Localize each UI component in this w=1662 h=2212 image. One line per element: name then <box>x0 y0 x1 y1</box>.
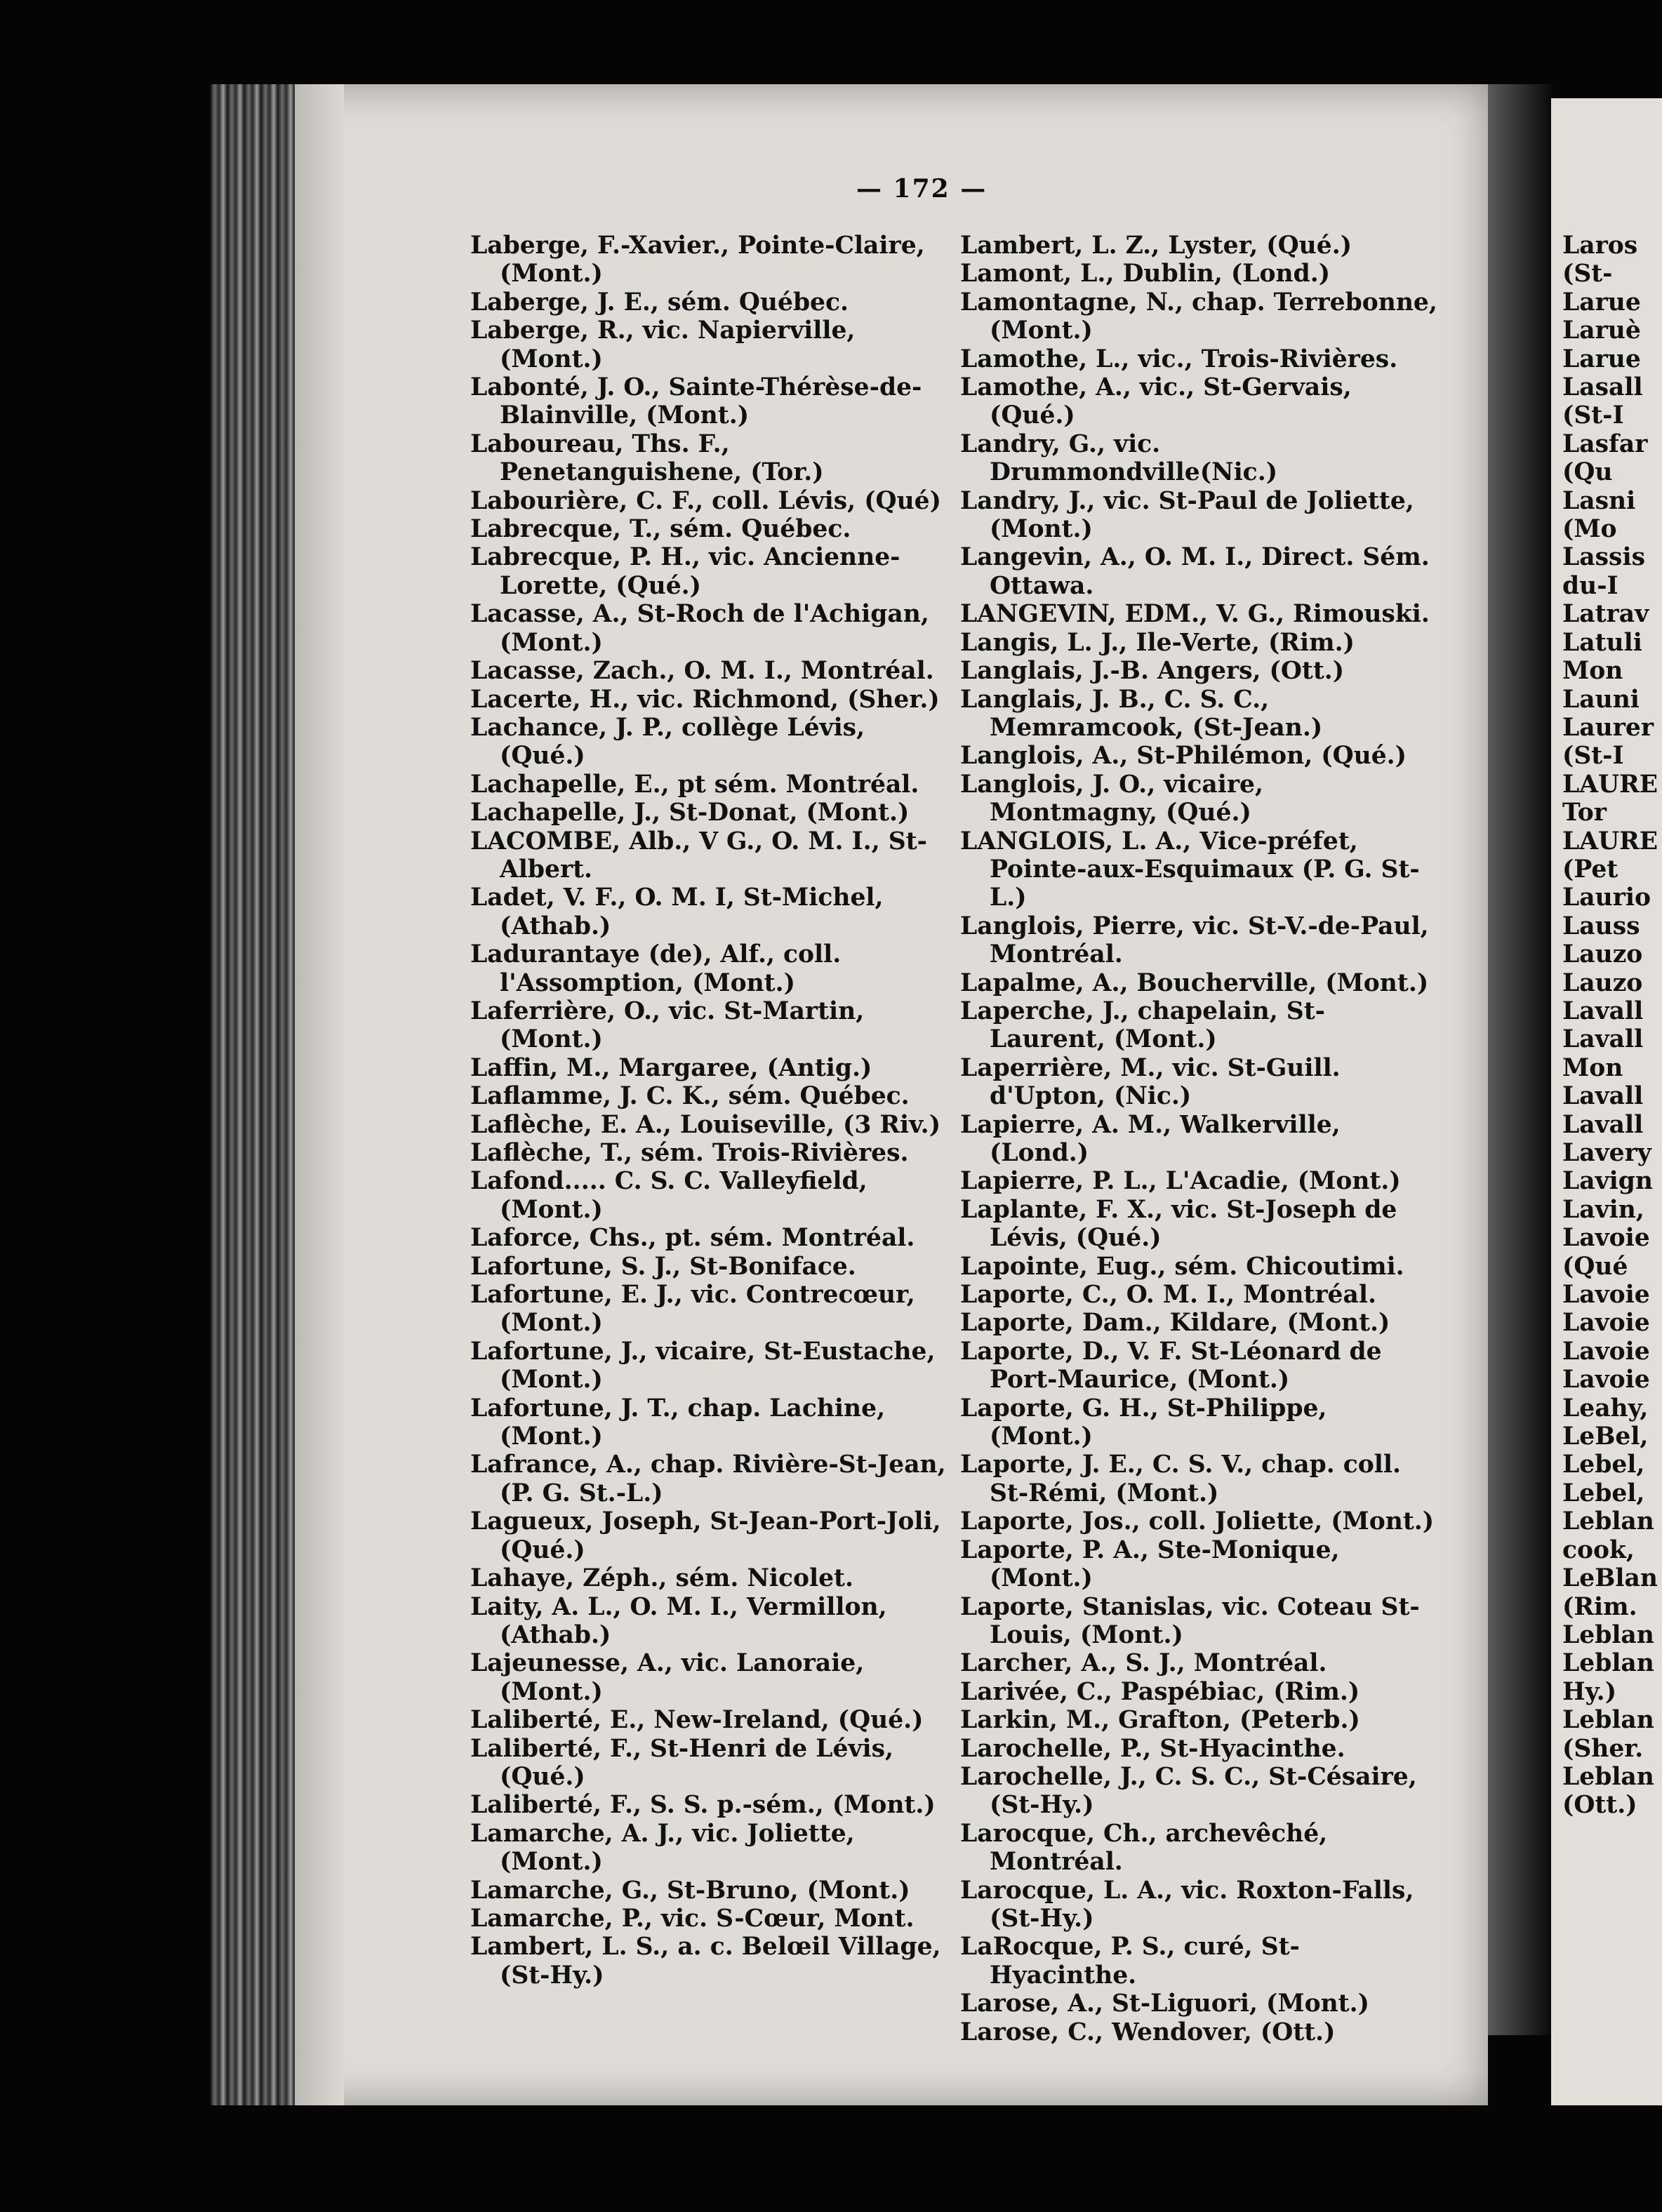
directory-entry: Laporte, J. E., C. S. V., chap. coll. St-Rémi, (Mont.) <box>960 1451 1402 1507</box>
directory-entry: Larose, A., St-Liguori, (Mont.) <box>960 1990 1369 2018</box>
directory-entry: Larochelle, J., C. S. C., St-Césaire, (St-Hy.) <box>960 1762 1417 1820</box>
directory-entry: Lacasse, A., St-Roch de l'Achigan, (Mont.) <box>470 600 929 657</box>
directory-entry: Labrecque, T., sém. Québec. <box>470 515 851 544</box>
next-page-fragment: Lasall <box>1562 373 1643 402</box>
directory-entry: Lajeunesse, A., vic. Lanoraie, (Mont.) <box>470 1649 865 1706</box>
next-page-fragment: Laurer <box>1562 713 1654 742</box>
directory-entry: Lamothe, A., vic., St-Gervais, (Qué.) <box>960 373 1352 430</box>
next-page-fragment: Lavall <box>1562 1110 1644 1139</box>
next-page-fragment: Lavoie <box>1562 1281 1650 1310</box>
next-page-fragment: Laros <box>1562 232 1638 260</box>
book-gutter <box>1488 84 1551 2035</box>
directory-entry: Larocque, Ch., archevêché, Montréal. <box>960 1819 1328 1877</box>
page-edges <box>211 84 295 2105</box>
next-page-fragment: LAURE <box>1562 827 1658 855</box>
next-page-fragment: Laruè <box>1562 317 1641 345</box>
directory-entry: Laberge, R., vic. Napierville, (Mont.) <box>470 317 856 373</box>
directory-entry: Laperrière, M., vic. St-Guill. d'Upton, (Nic.) <box>960 1053 1341 1111</box>
next-page-column <box>1562 232 1662 1820</box>
next-page-fragment: Latrav <box>1562 600 1649 629</box>
next-page-fragment: Lavoie <box>1562 1366 1650 1394</box>
directory-entry: Ladet, V. F., O. M. I, St-Michel, (Athab.) <box>470 884 884 940</box>
page-number: — 172 — <box>856 174 988 204</box>
directory-entry: Lapierre, P. L., L'Acadie, (Mont.) <box>960 1167 1401 1196</box>
directory-entry: Larocque, L. A., vic. Roxton-Falls, (St-Hy.) <box>960 1876 1414 1933</box>
next-page-fragment: Lauzo <box>1562 940 1643 969</box>
next-page-fragment: Mon <box>1562 1053 1623 1082</box>
directory-entry: Ladurantaye (de), Alf., coll. l'Assomption, (Mont.) <box>470 940 842 997</box>
directory-entry: Langlais, J. B., C. S. C., Memramcook, (St-Jean.) <box>960 685 1323 742</box>
next-page-fragment: (St-I <box>1562 401 1624 430</box>
next-page-fragment: Lavall <box>1562 1082 1644 1111</box>
directory-entry: Laity, A. L., O. M. I., Vermillon, (Athab.) <box>470 1592 887 1649</box>
directory-entry: Laboureau, Ths. F., Penetanguishene, (Tor.) <box>470 429 824 487</box>
directory-entry: Langlois, J. O., vicaire, Montmagny, (Qué.) <box>960 770 1263 827</box>
directory-entry: LaRocque, P. S., curé, St-Hyacinthe. <box>960 1933 1300 1990</box>
next-page-fragment: Lassis <box>1562 543 1645 572</box>
next-page-fragment: (Qué <box>1562 1252 1628 1281</box>
directory-entry: Lafortune, E. J., vic. Contrecœur, (Mont.) <box>470 1281 915 1338</box>
directory-entry: Laporte, Stanislas, vic. Coteau St-Louis, (Mont.) <box>960 1592 1420 1649</box>
right-column <box>960 232 1437 2046</box>
directory-entry: Lachapelle, J., St-Donat, (Mont.) <box>470 799 910 827</box>
next-page-fragment: Lavoie <box>1562 1309 1650 1338</box>
directory-entry: Larivée, C., Paspébiac, (Rim.) <box>960 1677 1360 1706</box>
next-page-fragment: Lavall <box>1562 997 1644 1025</box>
next-page-fragment: Leblan <box>1562 1649 1654 1678</box>
next-page-fragment: Lavall <box>1562 1025 1644 1054</box>
directory-entry: Landry, G., vic. Drummondville(Nic.) <box>960 429 1278 487</box>
directory-entry: Laflamme, J. C. K., sém. Québec. <box>470 1082 910 1111</box>
directory-entry: Langis, L. J., Ile-Verte, (Rim.) <box>960 628 1355 657</box>
directory-entry: Laberge, F.-Xavier., Pointe-Claire, (Mont.) <box>470 232 925 288</box>
directory-entry: Laporte, Jos., coll. Joliette, (Mont.) <box>960 1507 1435 1536</box>
next-page-fragment: Lavery <box>1562 1139 1651 1167</box>
next-page-edge <box>1551 98 1662 2105</box>
directory-entry: LANGEVIN, EDM., V. G., Rimouski. <box>960 600 1430 629</box>
directory-entry: Laferrière, O., vic. St-Martin, (Mont.) <box>470 997 865 1054</box>
next-page-fragment: Leblan <box>1562 1706 1654 1735</box>
directory-entry: Labrecque, P. H., vic. Ancienne-Lorette, (Qué.) <box>470 543 900 600</box>
directory-entry: Lamothe, L., vic., Trois-Rivières. <box>960 345 1398 373</box>
directory-entry: Lambert, L. S., a. c. Belœil Village, (St-Hy.) <box>470 1933 941 1990</box>
next-page-fragment: Lavoie <box>1562 1224 1650 1253</box>
next-page-fragment: (St- <box>1562 260 1613 288</box>
directory-entry: Lamontagne, N., chap. Terrebonne, (Mont.) <box>960 288 1437 345</box>
directory-entry: Laplante, F. X., vic. St-Joseph de Lévis, (Qué.) <box>960 1195 1397 1253</box>
directory-entry: Laforce, Chs., pt. sém. Montréal. <box>470 1224 915 1253</box>
next-page-fragment: Leahy, <box>1562 1394 1649 1423</box>
next-page-fragment: (Rim. <box>1562 1592 1637 1621</box>
directory-entry: Lahaye, Zéph., sém. Nicolet. <box>470 1564 854 1593</box>
directory-entry: LANGLOIS, L. A., Vice-préfet, Pointe-aux-Esquimaux (P. G. St-L.) <box>960 827 1420 912</box>
directory-entry: Laporte, Dam., Kildare, (Mont.) <box>960 1309 1390 1338</box>
directory-entry: LACOMBE, Alb., V G., O. M. I., St-Albert. <box>470 827 927 884</box>
directory-entry: Laporte, C., O. M. I., Montréal. <box>960 1281 1376 1310</box>
directory-entry: Langlois, Pierre, vic. St-V.-de-Paul, Montréal. <box>960 912 1429 969</box>
directory-entry: Langlois, A., St-Philémon, (Qué.) <box>960 742 1407 771</box>
directory-entry: Lambert, L. Z., Lyster, (Qué.) <box>960 232 1352 260</box>
directory-entry: Lapointe, Eug., sém. Chicoutimi. <box>960 1252 1404 1281</box>
directory-entry: Landry, J., vic. St-Paul de Joliette, (Mont.) <box>960 486 1414 544</box>
next-page-fragment: Lebel, <box>1562 1479 1645 1507</box>
directory-entry: Larkin, M., Grafton, (Peterb.) <box>960 1706 1360 1735</box>
directory-entry: Laporte, G. H., St-Philippe, (Mont.) <box>960 1394 1327 1451</box>
directory-entry: Lafrance, A., chap. Rivière-St-Jean, (P. G. St.-L.) <box>470 1451 946 1507</box>
directory-entry: Lamarche, G., St-Bruno, (Mont.) <box>470 1876 910 1905</box>
next-page-fragment: (Pet <box>1562 855 1618 884</box>
next-page-fragment: du-I <box>1562 571 1618 600</box>
next-page-fragment: Lauss <box>1562 912 1640 940</box>
next-page-fragment: (Qu <box>1562 458 1613 487</box>
next-page-fragment: Lavin, <box>1562 1195 1644 1224</box>
next-page-fragment: Launi <box>1562 685 1640 714</box>
directory-entry: Lamarche, P., vic. S-Cœur, Mont. <box>470 1904 915 1933</box>
directory-entry: Laffin, M., Margaree, (Antig.) <box>470 1053 872 1082</box>
directory-entry: Lapalme, A., Boucherville, (Mont.) <box>960 968 1429 997</box>
directory-entry: Langlais, J.-B. Angers, (Ott.) <box>960 657 1345 686</box>
book-spine <box>295 84 344 2105</box>
next-page-fragment: Laurio <box>1562 884 1651 912</box>
directory-entry: Laperche, J., chapelain, St-Laurent, (Mont.) <box>960 997 1325 1054</box>
next-page-fragment: Lavign <box>1562 1167 1653 1196</box>
directory-entry: Laliberté, E., New-Ireland, (Qué.) <box>470 1706 924 1735</box>
directory-entry: Lafond..... C. S. C. Valleyfield, (Mont.) <box>470 1167 867 1224</box>
next-page-fragment: Lasni <box>1562 486 1636 515</box>
directory-entry: Lagueux, Joseph, St-Jean-Port-Joli, (Qué.) <box>470 1507 941 1564</box>
next-page-fragment: Leblan <box>1562 1507 1654 1536</box>
next-page-fragment: LAURE <box>1562 770 1658 799</box>
directory-entry: Larcher, A., S. J., Montréal. <box>960 1649 1327 1678</box>
directory-entry: Lachapelle, E., pt sém. Montréal. <box>470 770 919 799</box>
directory-entry: Lamont, L., Dublin, (Lond.) <box>960 260 1331 288</box>
next-page-fragment: (Mo <box>1562 515 1617 544</box>
next-page-fragment: cook, <box>1562 1535 1635 1564</box>
directory-entry: Lafortune, J. T., chap. Lachine, (Mont.) <box>470 1394 886 1451</box>
directory-entry: Laberge, J. E., sém. Québec. <box>470 288 849 317</box>
next-page-fragment: Larue <box>1562 345 1641 373</box>
directory-entry: Laporte, D., V. F. St-Léonard de Port-Maurice, (Mont.) <box>960 1337 1382 1394</box>
directory-entry: Lafortune, J., vicaire, St-Eustache, (Mont.) <box>470 1337 936 1394</box>
directory-entry: Lacasse, Zach., O. M. I., Montréal. <box>470 657 934 686</box>
next-page-fragment: Larue <box>1562 288 1641 317</box>
next-page-fragment: (St-I <box>1562 742 1624 771</box>
next-page-fragment: (Ott.) <box>1562 1791 1637 1820</box>
directory-entry: Laporte, P. A., Ste-Monique, (Mont.) <box>960 1535 1340 1593</box>
next-page-fragment: Latuli <box>1562 628 1642 657</box>
next-page-fragment: LeBlan <box>1562 1564 1658 1593</box>
directory-entry: Larochelle, P., St-Hyacinthe. <box>960 1734 1345 1763</box>
next-page-fragment: Lasfar <box>1562 429 1648 458</box>
directory-entry: Lamarche, A. J., vic. Joliette, (Mont.) <box>470 1819 855 1877</box>
next-page-fragment: Lavoie <box>1562 1337 1650 1366</box>
next-page-fragment: Lebel, <box>1562 1451 1645 1479</box>
next-page-fragment: Tor <box>1562 799 1607 827</box>
next-page-fragment: LeBel, <box>1562 1423 1649 1451</box>
directory-entry: Lapierre, A. M., Walkerville, (Lond.) <box>960 1110 1341 1167</box>
directory-entry: Laliberté, F., S. S. p.-sém., (Mont.) <box>470 1791 936 1820</box>
next-page-fragment: (Sher. <box>1562 1734 1644 1763</box>
left-column <box>470 232 948 1990</box>
next-page-fragment: Leblan <box>1562 1620 1654 1649</box>
directory-entry: Larose, C., Wendover, (Ott.) <box>960 2018 1336 2046</box>
directory-entry: Lafortune, S. J., St-Boniface. <box>470 1252 856 1281</box>
next-page-fragment: Lauzo <box>1562 968 1643 997</box>
directory-entry: Labourière, C. F., coll. Lévis, (Qué) <box>470 486 941 515</box>
directory-entry: Lachance, J. P., collège Lévis, (Qué.) <box>470 713 865 771</box>
next-page-fragment: Leblan <box>1562 1762 1654 1791</box>
directory-entry: Langevin, A., O. M. I., Direct. Sém. Ottawa. <box>960 543 1430 600</box>
next-page-fragment: Mon <box>1562 657 1623 686</box>
directory-entry: Lacerte, H., vic. Richmond, (Sher.) <box>470 685 940 714</box>
directory-entry: Laflèche, T., sém. Trois-Rivières. <box>470 1139 909 1167</box>
next-page-fragment: Hy.) <box>1562 1677 1617 1706</box>
directory-entry: Labonté, J. O., Sainte-Thérèse-de-Blainville, (Mont.) <box>470 373 922 430</box>
directory-entry: Laliberté, F., St-Henri de Lévis, (Qué.) <box>470 1734 894 1791</box>
directory-entry: Laflèche, E. A., Louiseville, (3 Riv.) <box>470 1110 941 1139</box>
